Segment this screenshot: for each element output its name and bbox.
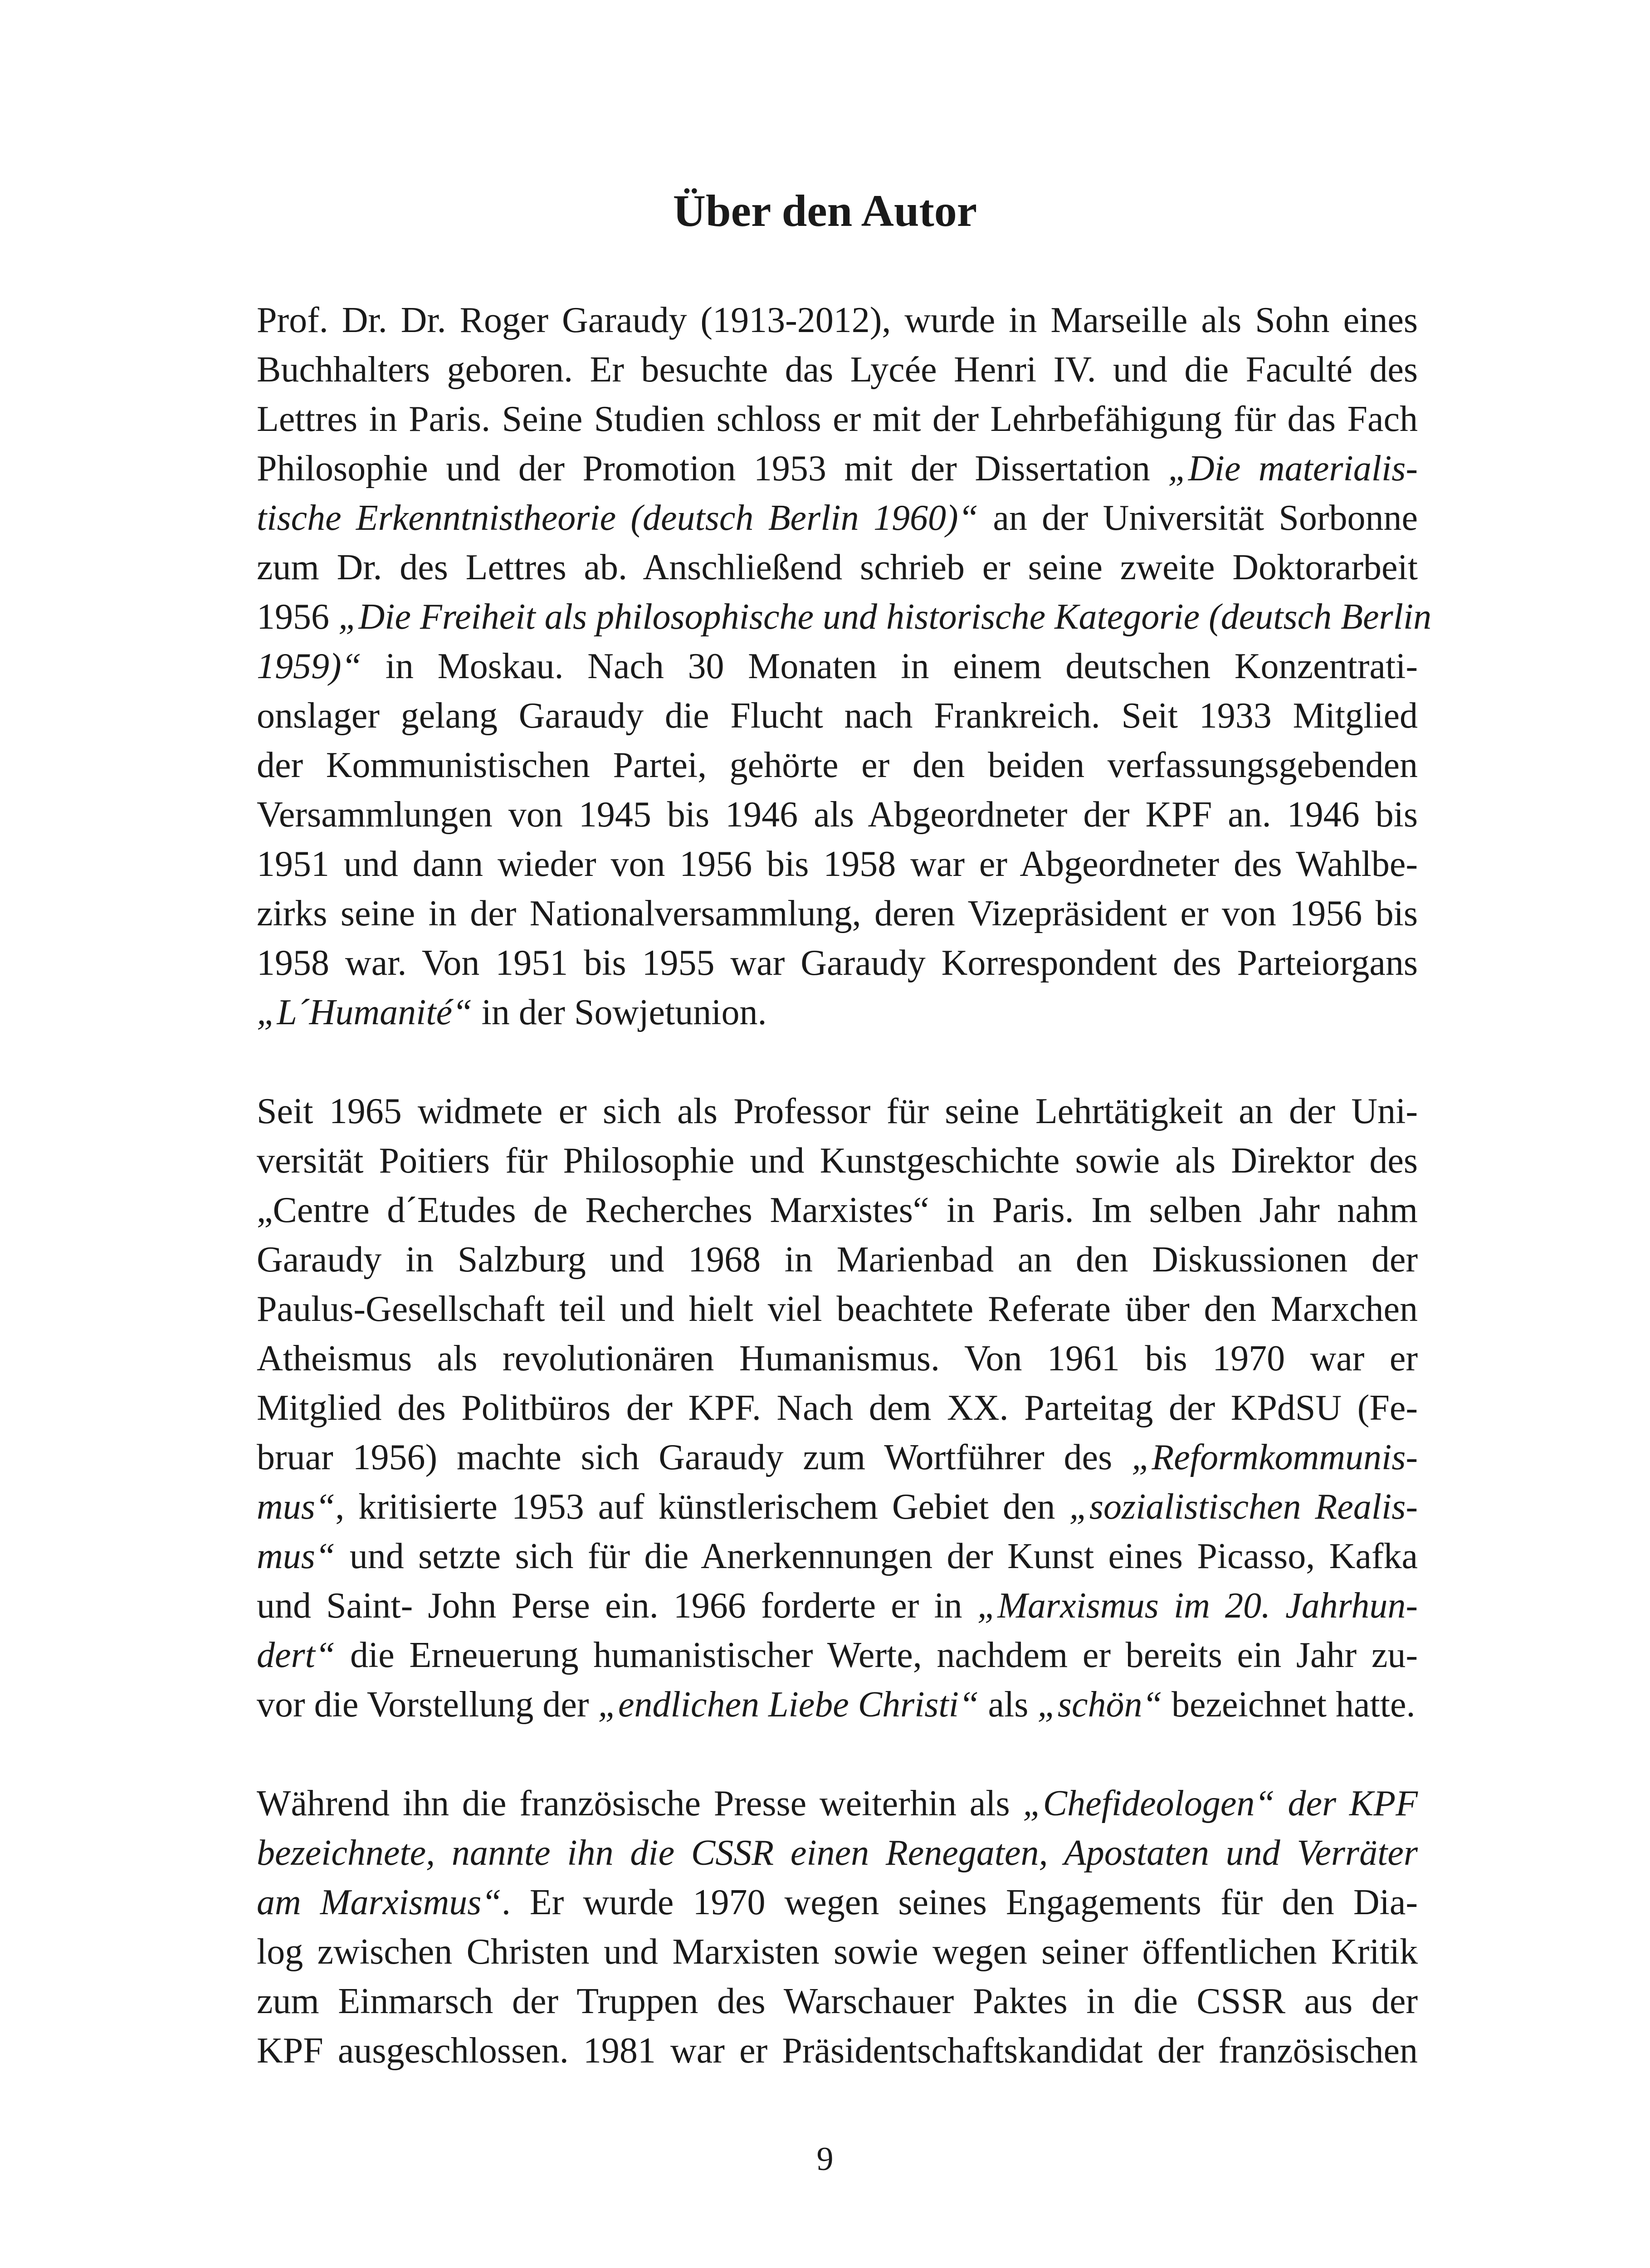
text-run: als: [979, 1685, 1038, 1725]
text-line: [257, 444, 1418, 494]
text-line: [257, 1136, 1418, 1186]
text-line: [257, 691, 1418, 741]
text-line: [257, 1235, 1418, 1285]
text-run: zirks seine in der Nationalversammlung, deren Vizepräsident er von 1956 bis: [257, 894, 1418, 934]
text-line: [257, 1878, 1418, 1927]
paragraph-gap: [257, 1730, 1418, 1779]
text-line: [257, 889, 1418, 938]
text-run: Während ihn die französische Presse weiterhin als: [257, 1784, 1023, 1823]
text-run: zum Dr. des Lettres ab. Anschließend schrieb er seine zweite Doktorarbeit: [257, 547, 1418, 587]
paragraph: [257, 1779, 1418, 2076]
text-run: Atheismus als revolutionären Humanismus. Von 1961 bis 1970 war er: [257, 1339, 1418, 1378]
text-run: Mitglied des Politbüros der KPF. Nach dem XX. Parteitag der KPdSU (Fe-: [257, 1388, 1418, 1428]
text-line: [257, 1828, 1418, 1878]
text-run: onslager gelang Garaudy die Flucht nach Frankreich. Seit 1933 Mitglied: [257, 696, 1418, 736]
text-run: 1958 war. Von 1951 bis 1955 war Garaudy Korrespondent des Parteiorgans: [257, 943, 1418, 983]
text-run: bruar 1956) machte sich Garaudy zum Wortführer des: [257, 1437, 1132, 1477]
text-run: „Centre d´Etudes de Recherches Marxistes“ in Paris. Im selben Jahr nahm: [257, 1190, 1418, 1230]
text-line: [257, 790, 1418, 840]
text-run: Lettres in Paris. Seine Studien schloss er mit der Lehrbefähigung für das Fach: [257, 399, 1418, 439]
text-run: der Kommunistischen Partei, gehörte er den beiden verfassungsgebenden: [257, 745, 1418, 785]
text-run: . Er wurde 1970 wegen seines Engagements für den Dia-: [501, 1882, 1418, 1922]
text-line: [257, 1285, 1418, 1334]
text-line: [257, 1680, 1418, 1730]
text-run: Garaudy in Salzburg und 1968 in Marienbad an den Diskussionen der: [257, 1240, 1418, 1280]
text-line: [257, 1532, 1418, 1581]
text-line: [257, 494, 1418, 543]
paragraph: [257, 1087, 1418, 1730]
text-run: Prof. Dr. Dr. Roger Garaudy (1913-2012), wurde in Marseille als Sohn eines: [257, 300, 1418, 340]
text-run: Philosophie und der Promotion 1953 mit der Dissertation: [257, 449, 1168, 489]
text-run: an der Universität Sorbonne: [978, 498, 1418, 538]
text-run: die Erneuerung humanistischer Werte, nachdem er bereits ein Jahr zu-: [335, 1635, 1418, 1675]
paragraph: [257, 296, 1432, 1037]
text-run: 1951 und dann wieder von 1956 bis 1958 war er Abgeordneter des Wahlbe-: [257, 844, 1418, 884]
text-line: [257, 1482, 1418, 1532]
text-line: [257, 938, 1418, 988]
italic-text: 1959)“: [257, 646, 362, 686]
text-line: [257, 395, 1418, 444]
text-line: [257, 1631, 1418, 1680]
text-line: [257, 1581, 1418, 1631]
text-line: [257, 1779, 1418, 1828]
italic-text: am Marxismus“: [257, 1882, 502, 1922]
text-run: Seit 1965 widmete er sich als Professor für seine Lehrtätigkeit an der Uni-: [257, 1091, 1418, 1131]
text-line: [257, 988, 1418, 1037]
text-run: 1956: [257, 597, 338, 637]
italic-text: „L´Humanité“: [257, 992, 473, 1032]
text-run: und Saint- John Perse ein. 1966 forderte er in: [257, 1586, 977, 1626]
text-line: [257, 592, 1432, 642]
italic-text: „Die materialis-: [1168, 449, 1418, 489]
italic-text: dert“: [257, 1635, 336, 1675]
italic-text: „sozialistischen Realis-: [1069, 1487, 1418, 1527]
text-line: [257, 840, 1418, 889]
text-line: [257, 543, 1418, 592]
text-line: [257, 1977, 1418, 2026]
text-run: bezeichnet hatte.: [1162, 1685, 1416, 1725]
italic-text: „Marxismus im 20. Jahrhun-: [977, 1586, 1418, 1626]
text-run: Buchhalters geboren. Er besuchte das Lycée Henri IV. und die Faculté des: [257, 350, 1418, 390]
text-line: [257, 1927, 1418, 1977]
page-number: 9: [816, 2141, 834, 2178]
text-run: versität Poitiers für Philosophie und Kunstgeschichte sowie als Direktor des: [257, 1141, 1418, 1181]
italic-text: mus“: [257, 1487, 336, 1527]
italic-text: mus“: [257, 1536, 336, 1576]
text-run: KPF ausgeschlossen. 1981 war er Präsidentschaftskandidat der französischen: [257, 2031, 1418, 2071]
text-run: , kritisierte 1953 auf künstlerischem Gebiet den: [335, 1487, 1069, 1527]
page-title: Über den Autor: [673, 186, 977, 236]
italic-text: tische Erkenntnistheorie (deutsch Berlin 1960)“: [257, 498, 979, 538]
text-line: [257, 1186, 1418, 1235]
text-run: vor die Vorstellung der: [257, 1685, 598, 1725]
text-line: [257, 1334, 1418, 1383]
text-run: und setzte sich für die Anerkennungen der Kunst eines Picasso, Kafka: [335, 1536, 1418, 1576]
body-text: [257, 296, 1432, 2076]
text-run: Paulus-Gesellschaft teil und hielt viel beachtete Referate über den Marxchen: [257, 1289, 1418, 1329]
text-run: in Moskau. Nach 30 Monaten in einem deutschen Konzentrati-: [361, 646, 1418, 686]
text-run: in der Sowjetunion.: [472, 992, 767, 1032]
italic-text: „schön“: [1037, 1685, 1162, 1725]
italic-text: „endlichen Liebe Christi“: [598, 1685, 979, 1725]
text-line: [257, 741, 1418, 790]
text-run: log zwischen Christen und Marxisten sowie wegen seiner öffentlichen Kritik: [257, 1932, 1418, 1972]
text-line: [257, 1433, 1418, 1482]
text-run: Versammlungen von 1945 bis 1946 als Abgeordneter der KPF an. 1946 bis: [257, 795, 1418, 835]
italic-text: „Chefideologen“ der KPF: [1023, 1784, 1418, 1823]
text-line: [257, 642, 1418, 691]
text-line: [257, 1087, 1418, 1136]
italic-text: „Die Freiheit als philosophische und historische Kategorie (deutsch Berlin: [338, 597, 1432, 637]
text-line: [257, 345, 1418, 395]
text-run: zum Einmarsch der Truppen des Warschauer Paktes in die CSSR aus der: [257, 1981, 1418, 2021]
italic-text: bezeichnete, nannte ihn die CSSR einen Renegaten, Apostaten und Verräter: [257, 1833, 1418, 1873]
text-line: [257, 296, 1418, 345]
paragraph-gap: [257, 1037, 1418, 1087]
text-line: [257, 1383, 1418, 1433]
text-line: [257, 2026, 1418, 2076]
italic-text: „Reformkommunis-: [1131, 1437, 1418, 1477]
